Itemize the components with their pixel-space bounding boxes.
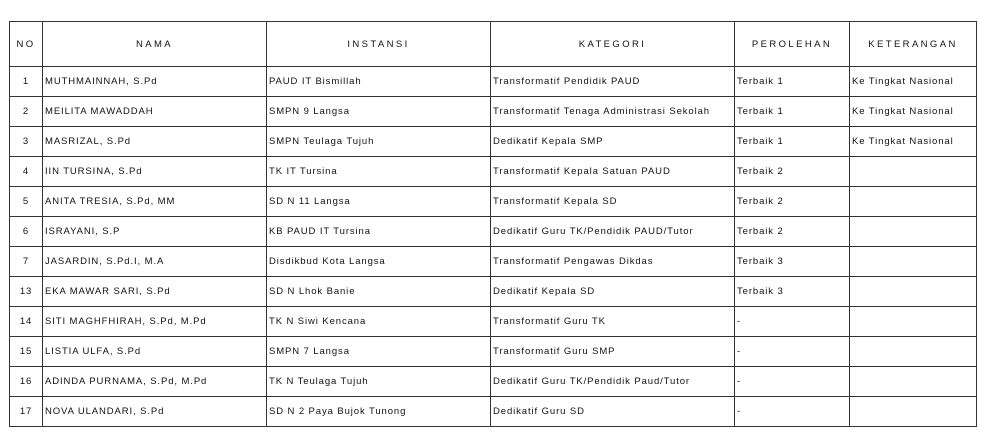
cell-no: 5 (10, 187, 43, 217)
cell-perolehan: Terbaik 1 (735, 127, 850, 157)
table-row (10, 217, 977, 247)
table-body (10, 67, 977, 427)
cell-kategori: Transformatif Guru SMP (491, 337, 735, 367)
cell-no: 6 (10, 217, 43, 247)
table-row (10, 247, 977, 277)
cell-perolehan: - (735, 337, 850, 367)
cell-no: 13 (10, 277, 43, 307)
cell-keterangan (850, 307, 977, 337)
cell-no: 1 (10, 67, 43, 97)
cell-kategori: Dedikatif Guru TK/Pendidik Paud/Tutor (491, 367, 735, 397)
header-keterangan: KETERANGAN (850, 22, 977, 67)
cell-nama: MASRIZAL, S.Pd (43, 127, 267, 157)
cell-nama: EKA MAWAR SARI, S.Pd (43, 277, 267, 307)
cell-kategori: Dedikatif Guru SD (491, 397, 735, 427)
header-instansi: INSTANSI (267, 22, 491, 67)
cell-kategori: Dedikatif Kepala SD (491, 277, 735, 307)
table-row (10, 157, 977, 187)
cell-keterangan (850, 217, 977, 247)
cell-nama: IIN TURSINA, S.Pd (43, 157, 267, 187)
cell-no: 2 (10, 97, 43, 127)
table-row (10, 187, 977, 217)
cell-keterangan (850, 187, 977, 217)
cell-instansi: PAUD IT Bismillah (267, 67, 491, 97)
table-row (10, 127, 977, 157)
cell-instansi: SMPN 7 Langsa (267, 337, 491, 367)
cell-no: 3 (10, 127, 43, 157)
cell-instansi: TK IT Tursina (267, 157, 491, 187)
cell-perolehan: - (735, 307, 850, 337)
cell-nama: MEILITA MAWADDAH (43, 97, 267, 127)
cell-nama: LISTIA ULFA, S.Pd (43, 337, 267, 367)
cell-nama: NOVA ULANDARI, S.Pd (43, 397, 267, 427)
header-kategori: KATEGORI (491, 22, 735, 67)
cell-no: 16 (10, 367, 43, 397)
cell-nama: ISRAYANI, S.P (43, 217, 267, 247)
cell-perolehan: Terbaik 3 (735, 247, 850, 277)
cell-keterangan (850, 397, 977, 427)
cell-perolehan: - (735, 397, 850, 427)
table-row (10, 367, 977, 397)
cell-instansi: KB PAUD IT Tursina (267, 217, 491, 247)
cell-nama: JASARDIN, S.Pd.I, M.A (43, 247, 267, 277)
cell-nama: ADINDA PURNAMA, S.Pd, M.Pd (43, 367, 267, 397)
cell-kategori: Transformatif Kepala SD (491, 187, 735, 217)
cell-keterangan (850, 367, 977, 397)
cell-perolehan: Terbaik 2 (735, 217, 850, 247)
cell-keterangan (850, 247, 977, 277)
cell-kategori: Dedikatif Kepala SMP (491, 127, 735, 157)
table-row (10, 307, 977, 337)
cell-instansi: SMPN 9 Langsa (267, 97, 491, 127)
cell-keterangan: Ke Tingkat Nasional (850, 127, 977, 157)
cell-instansi: SD N 11 Langsa (267, 187, 491, 217)
cell-keterangan: Ke Tingkat Nasional (850, 97, 977, 127)
header-no: NO (10, 22, 43, 67)
cell-keterangan (850, 337, 977, 367)
header-nama: NAMA (43, 22, 267, 67)
header-perolehan: PEROLEHAN (735, 22, 850, 67)
table-row (10, 97, 977, 127)
cell-no: 4 (10, 157, 43, 187)
cell-nama: ANITA TRESIA, S.Pd, MM (43, 187, 267, 217)
cell-no: 7 (10, 247, 43, 277)
cell-no: 15 (10, 337, 43, 367)
cell-kategori: Transformatif Guru TK (491, 307, 735, 337)
cell-kategori: Transformatif Pendidik PAUD (491, 67, 735, 97)
cell-nama: SITI MAGHFHIRAH, S.Pd, M.Pd (43, 307, 267, 337)
cell-nama: MUTHMAINNAH, S.Pd (43, 67, 267, 97)
table-row (10, 277, 977, 307)
cell-instansi: TK N Siwi Kencana (267, 307, 491, 337)
table-row (10, 337, 977, 367)
cell-kategori: Transformatif Tenaga Administrasi Sekolah (491, 97, 735, 127)
cell-perolehan: Terbaik 1 (735, 97, 850, 127)
cell-perolehan: - (735, 367, 850, 397)
cell-keterangan (850, 277, 977, 307)
cell-instansi: SD N 2 Paya Bujok Tunong (267, 397, 491, 427)
cell-perolehan: Terbaik 3 (735, 277, 850, 307)
cell-no: 14 (10, 307, 43, 337)
cell-kategori: Dedikatif Guru TK/Pendidik PAUD/Tutor (491, 217, 735, 247)
cell-perolehan: Terbaik 2 (735, 187, 850, 217)
header-row (10, 22, 977, 67)
table-row (10, 67, 977, 97)
cell-no: 17 (10, 397, 43, 427)
cell-kategori: Transformatif Kepala Satuan PAUD (491, 157, 735, 187)
cell-instansi: SMPN Teulaga Tujuh (267, 127, 491, 157)
results-table (9, 21, 977, 427)
cell-instansi: SD N Lhok Banie (267, 277, 491, 307)
table-row (10, 397, 977, 427)
cell-kategori: Transformatif Pengawas Dikdas (491, 247, 735, 277)
cell-keterangan (850, 157, 977, 187)
cell-instansi: TK N Teulaga Tujuh (267, 367, 491, 397)
cell-perolehan: Terbaik 1 (735, 67, 850, 97)
cell-instansi: Disdikbud Kota Langsa (267, 247, 491, 277)
cell-keterangan: Ke Tingkat Nasional (850, 67, 977, 97)
cell-perolehan: Terbaik 2 (735, 157, 850, 187)
